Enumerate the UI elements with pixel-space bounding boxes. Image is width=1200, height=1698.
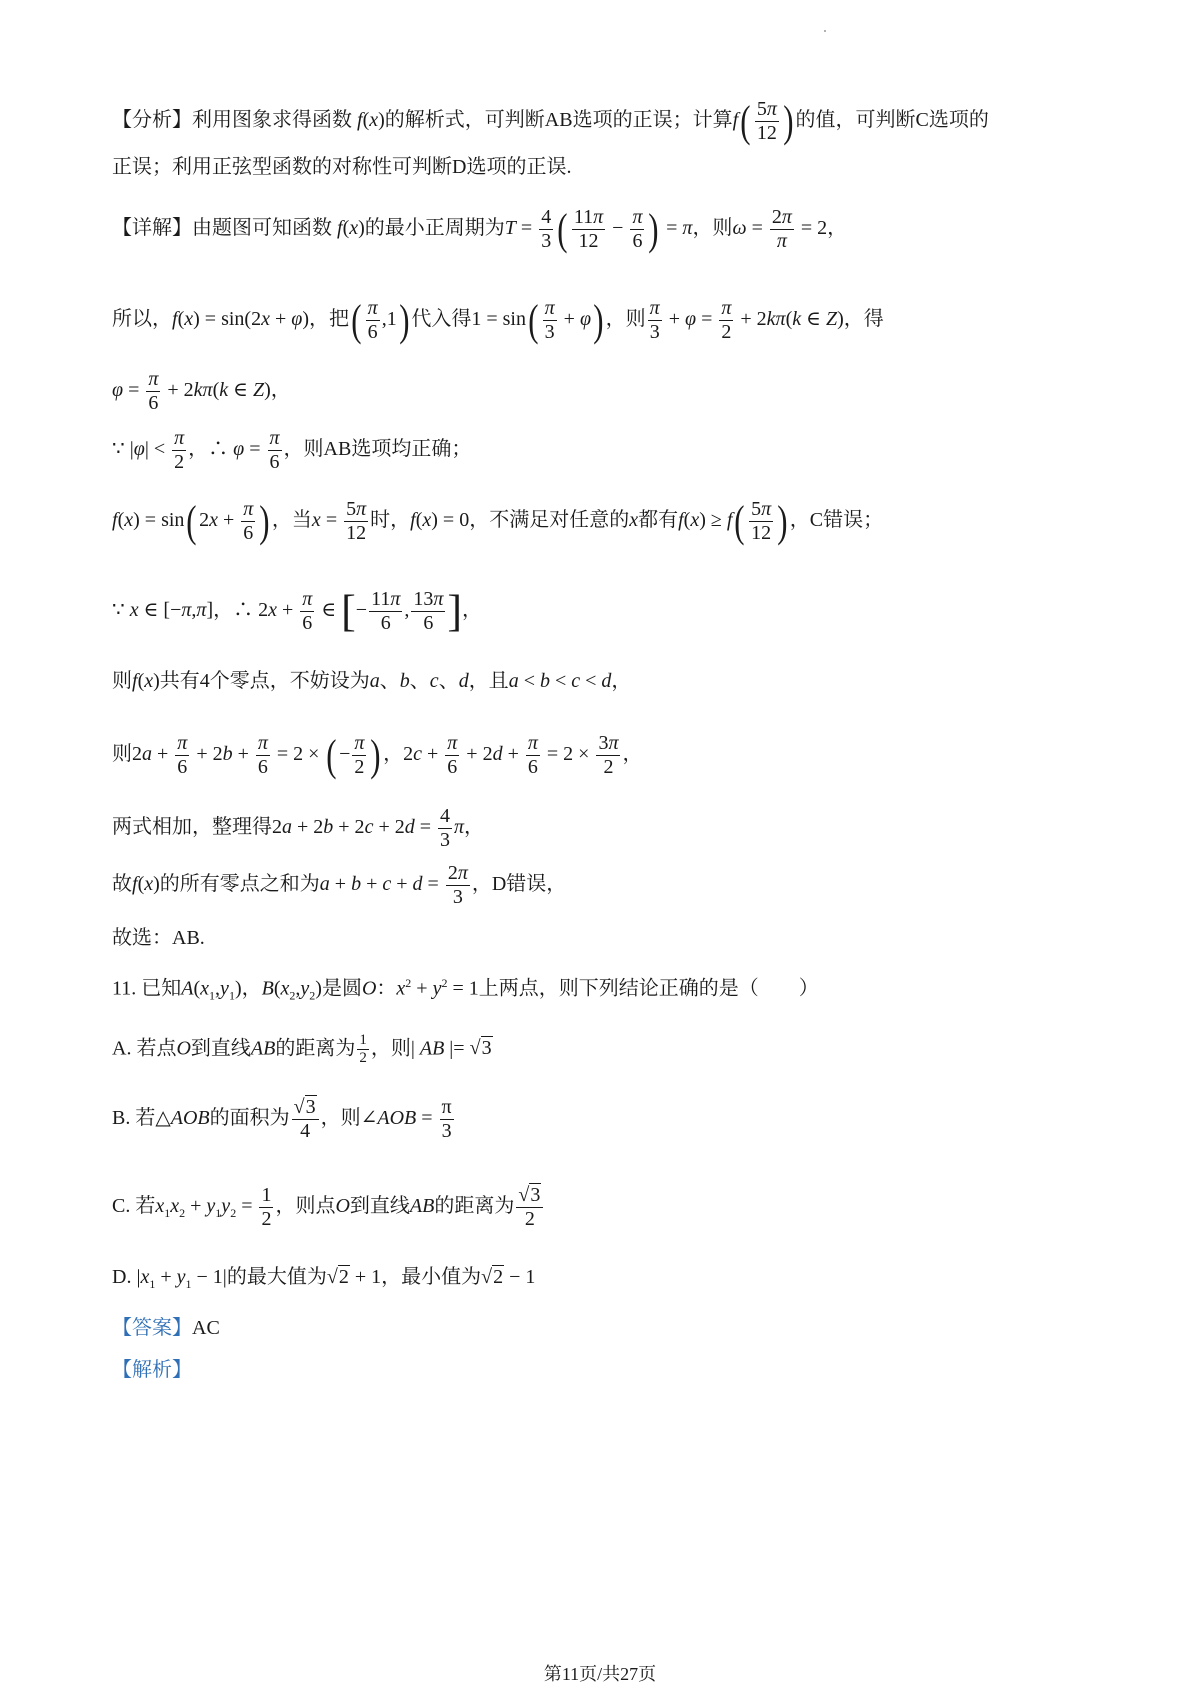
- solution-line-11: 故f(x)的所有零点之和为a + b + c + d = $\frac{2\pi}{3}$ ，D错误，: [112, 862, 567, 908]
- explain-tag: 【解析】: [112, 1359, 192, 1381]
- answer-value: AC: [192, 1317, 220, 1339]
- answer-tag: 【答案】: [112, 1317, 192, 1339]
- solution-line-6: f(x) = sin( 2x + $\frac{\pi}{6}$ ) ，当x = $\frac{5\pi}{12}$ 时，f(x) = 0，不满足对任意的x都有f(x) ≥ f( $\frac{5\pi}{12}$ ) ，C错误；: [112, 496, 884, 546]
- option-c: C. 若$x_1x_2 + y_1y_2$ = $\frac{1}{2}$ ，则点O到直线AB的距离为 $\frac{√3}{2}$: [112, 1184, 1120, 1231]
- option-b: B. 若△AOB的面积为 $\frac{√3}{4}$ ，则∠AOB = $\frac{\pi}{3}$: [112, 1096, 452, 1142]
- solution-line-12: 故选：AB.: [112, 927, 205, 949]
- solution-line-5: ∵ |φ| < $\frac{\pi}{2}$ ，∴ φ = $\frac{\pi}{6}$ ，则AB选项均正确；: [112, 427, 472, 473]
- analysis-line-2: 正误；利用正弦型函数的对称性可判断D选项的正误.: [112, 156, 572, 178]
- solution-line-7: ∵ x ∈ [−π,π]，∴ 2x + $\frac{\pi}{6}$ ∈ [− $\frac{11\pi}{6}$ , $\frac{13\pi}{6}$ ]，: [112, 586, 483, 636]
- solution-line-3: 所以，f(x) = sin(2x + φ)，把( $\frac{\pi}{6}$ ,1) 代入得1 = sin( $\frac{\pi}{3}$ + φ) ，则 $\frac{\pi}{3}$ + φ = $\frac{\pi}{2}$ + 2kπ(k ∈ Z)，得: [112, 295, 884, 345]
- explain-line: [112, 1358, 1120, 1382]
- solution-line-10: 两式相加，整理得2a + 2b + 2c + 2d = $\frac{4}{3}$ π，: [112, 805, 485, 851]
- solution-line-4: φ = $\frac{\pi}{6}$ + 2kπ(k ∈ Z)，: [112, 368, 291, 414]
- detail-line-1: 【详解】由题图可知函数 f(x)的最小正周期为T = $\frac{4}{3}$ ( $\frac{11\pi}{12}$ − $\frac{\pi}{6}$ ) = π，则ω = $\frac{2\pi}{\pi}$ = 2，: [112, 204, 848, 254]
- analysis-line-1: 【分析】利用图象求得函数 f(x)的解析式，可判断AB选项的正误；计算f( $\frac{5\pi}{12}$ ) 的值，可判断C选项的: [112, 96, 989, 146]
- option-a: A. 若点O到直线AB的距离为 $\frac{1}{2}$ ，则| AB |= √3: [112, 1032, 492, 1067]
- answer-line: [112, 1316, 1120, 1340]
- question-stem: 11. 已知$A(x_1,y_1)$，$B(x_2,y_2)$是圆O：$x^2 + y^2 = 1$上两点，则下列结论正确的是（ ）: [112, 976, 819, 1003]
- analysis-tag: 【分析】: [112, 109, 192, 132]
- scan-dot: [824, 30, 826, 32]
- page-footer: 第11页/共27页: [543, 1664, 657, 1684]
- solution-line-9: 则2a + $\frac{\pi}{6}$ + 2b + $\frac{\pi}{6}$ = 2 × ( − $\frac{\pi}{2}$ ) ，2c + $\frac{\pi}{6}$ + 2d + $\frac{\pi}{6}$ = 2 × $\frac{3\pi}{2}$ ，: [112, 730, 643, 780]
- detail-tag: 【详解】: [112, 217, 192, 240]
- solution-line-8: 则f(x)共有4个零点，不妨设为a、b、c、d，且a < b < c < d，: [112, 670, 632, 692]
- option-d: D. $|x_1 + y_1 - 1|$的最大值为√2 + 1，最小值为√2 − 1: [112, 1266, 536, 1291]
